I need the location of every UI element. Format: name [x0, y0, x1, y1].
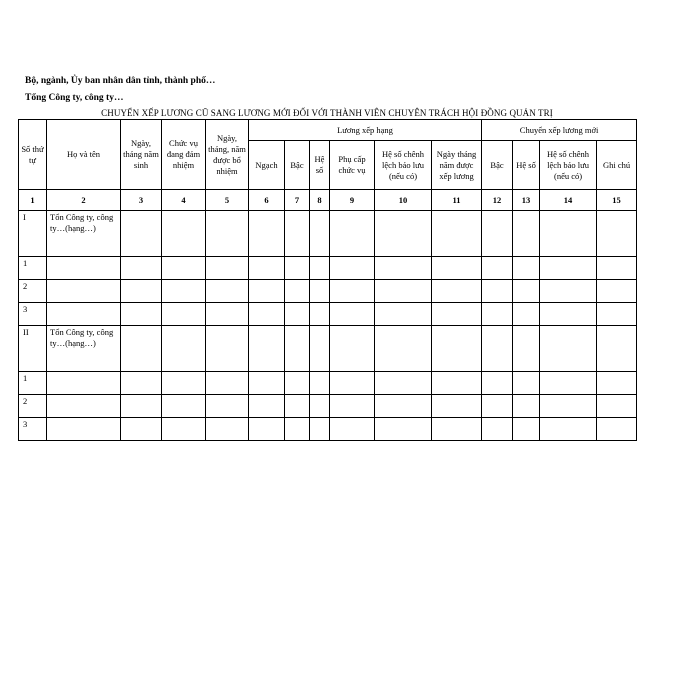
table-cell — [206, 418, 249, 441]
table-cell — [285, 326, 310, 372]
table-cell — [597, 257, 637, 280]
table-cell — [121, 372, 162, 395]
table-cell — [206, 303, 249, 326]
col-number: 5 — [206, 190, 249, 211]
col-number: 15 — [597, 190, 637, 211]
table-cell — [597, 395, 637, 418]
table-cell — [375, 418, 432, 441]
table-cell — [432, 395, 482, 418]
table-cell — [513, 303, 540, 326]
table-cell — [330, 257, 375, 280]
table-cell — [162, 418, 206, 441]
group-company-name: Tổn Công ty, công ty…(hạng…) — [47, 326, 121, 372]
table-cell — [162, 257, 206, 280]
table-cell — [513, 257, 540, 280]
table-cell — [330, 395, 375, 418]
table-cell — [310, 303, 330, 326]
table-cell — [249, 257, 285, 280]
table-cell — [249, 211, 285, 257]
table-cell — [121, 211, 162, 257]
table-cell — [310, 257, 330, 280]
table-cell — [540, 395, 597, 418]
table-cell — [330, 280, 375, 303]
table-cell — [482, 372, 513, 395]
table-row — [19, 395, 637, 418]
row-number: 3 — [19, 418, 47, 441]
row-number: 1 — [19, 372, 47, 395]
col-number: 14 — [540, 190, 597, 211]
table-cell — [513, 211, 540, 257]
table-cell — [482, 303, 513, 326]
document-title: CHUYỂN XẾP LƯƠNG CŨ SANG LƯƠNG MỚI ĐỐI VỚI THÀNH VIÊN CHUYÊN TRÁCH HỘI ĐỒNG QUẢN TRỊ — [101, 108, 553, 118]
table-cell — [310, 326, 330, 372]
table-row — [19, 257, 637, 280]
table-cell — [540, 280, 597, 303]
group-header-current-salary: Lương xếp hạng — [249, 120, 482, 141]
table-cell — [482, 418, 513, 441]
table-cell — [285, 257, 310, 280]
table-row — [19, 280, 637, 303]
table-cell — [285, 395, 310, 418]
table-cell — [432, 257, 482, 280]
row-number: 3 — [19, 303, 47, 326]
table-cell — [432, 326, 482, 372]
table-cell — [540, 257, 597, 280]
col-number: 8 — [310, 190, 330, 211]
table-cell — [285, 280, 310, 303]
table-cell — [482, 211, 513, 257]
table-cell — [513, 395, 540, 418]
table-cell — [121, 418, 162, 441]
table-cell — [249, 303, 285, 326]
table-cell — [482, 280, 513, 303]
table-cell — [249, 326, 285, 372]
group-roman-numeral: I — [19, 211, 47, 257]
col-number: 7 — [285, 190, 310, 211]
table-cell — [513, 418, 540, 441]
table-cell — [310, 211, 330, 257]
group-header-new-salary: Chuyển xếp lương mới — [482, 120, 637, 141]
salary-conversion-table — [18, 119, 637, 441]
table-cell — [375, 395, 432, 418]
table-cell — [310, 372, 330, 395]
table-row — [19, 372, 637, 395]
col-number: 9 — [330, 190, 375, 211]
table-cell — [597, 303, 637, 326]
table-cell — [513, 280, 540, 303]
table-cell — [121, 326, 162, 372]
col-header-name: Họ và tên — [47, 120, 121, 190]
table-cell — [47, 303, 121, 326]
table-cell — [206, 280, 249, 303]
row-number: 2 — [19, 395, 47, 418]
table-cell — [285, 211, 310, 257]
sub-header-new-step: Bậc — [482, 141, 513, 190]
table-cell — [285, 372, 310, 395]
group-row — [19, 326, 637, 372]
sub-header-coefficient: Hệ số — [310, 141, 330, 190]
table-cell — [540, 418, 597, 441]
header-company-line: Tổng Công ty, công ty… — [25, 93, 124, 103]
table-cell — [432, 372, 482, 395]
table-cell — [162, 211, 206, 257]
table-cell — [540, 211, 597, 257]
table-cell — [375, 280, 432, 303]
table-cell — [121, 395, 162, 418]
table-cell — [375, 372, 432, 395]
sub-header-new-reserved-difference: Hệ số chênh lệch bảo lưu (nếu có) — [540, 141, 597, 190]
table-cell — [482, 395, 513, 418]
table-cell — [432, 303, 482, 326]
col-header-appoint-date: Ngày, tháng, năm được bổ nhiệm — [206, 120, 249, 190]
table-cell — [330, 372, 375, 395]
table-cell — [285, 418, 310, 441]
table-cell — [249, 395, 285, 418]
header-row-top — [19, 120, 637, 141]
table-cell — [375, 211, 432, 257]
col-header-stt: Số thứ tự — [19, 120, 47, 190]
table-cell — [206, 372, 249, 395]
table-cell — [47, 280, 121, 303]
table-cell — [375, 303, 432, 326]
group-company-name: Tổn Công ty, công ty…(hạng…) — [47, 211, 121, 257]
table-cell — [121, 280, 162, 303]
group-roman-numeral: II — [19, 326, 47, 372]
table-cell — [162, 303, 206, 326]
table-cell — [47, 395, 121, 418]
col-number: 3 — [121, 190, 162, 211]
table-cell — [206, 395, 249, 418]
table-cell — [597, 211, 637, 257]
table-cell — [249, 418, 285, 441]
table-cell — [597, 326, 637, 372]
sub-header-grade: Ngạch — [249, 141, 285, 190]
table-cell — [310, 280, 330, 303]
table-cell — [121, 303, 162, 326]
row-number: 1 — [19, 257, 47, 280]
col-number: 12 — [482, 190, 513, 211]
table-cell — [597, 280, 637, 303]
table-cell — [285, 303, 310, 326]
table-cell — [249, 372, 285, 395]
table-cell — [540, 326, 597, 372]
table-row — [19, 418, 637, 441]
table-cell — [206, 326, 249, 372]
table-cell — [540, 372, 597, 395]
table-cell — [47, 372, 121, 395]
table-cell — [310, 395, 330, 418]
col-number: 4 — [162, 190, 206, 211]
table-cell — [330, 211, 375, 257]
table-cell — [513, 326, 540, 372]
table-cell — [432, 211, 482, 257]
table-cell — [162, 326, 206, 372]
table-cell — [162, 280, 206, 303]
table-cell — [249, 280, 285, 303]
sub-header-note: Ghi chú — [597, 141, 637, 190]
table-row — [19, 303, 637, 326]
column-number-row — [19, 190, 637, 211]
col-number: 13 — [513, 190, 540, 211]
table-cell — [513, 372, 540, 395]
table-cell — [432, 418, 482, 441]
table-cell — [330, 303, 375, 326]
col-number: 6 — [249, 190, 285, 211]
table-cell — [375, 326, 432, 372]
col-number: 10 — [375, 190, 432, 211]
table-cell — [432, 280, 482, 303]
sub-header-position-allowance: Phụ cấp chức vụ — [330, 141, 375, 190]
col-number: 1 — [19, 190, 47, 211]
group-row — [19, 211, 637, 257]
col-number: 2 — [47, 190, 121, 211]
header-ministry-line: Bộ, ngành, Ủy ban nhân dân tỉnh, thành phố… — [25, 76, 216, 86]
table-cell — [597, 372, 637, 395]
table-cell — [540, 303, 597, 326]
table-cell — [206, 211, 249, 257]
sub-header-step: Bậc — [285, 141, 310, 190]
sub-header-reserved-difference: Hệ số chênh lệch bảo lưu (nếu có) — [375, 141, 432, 190]
sub-header-salary-date: Ngày tháng năm được xếp lương — [432, 141, 482, 190]
table-cell — [206, 257, 249, 280]
table-cell — [121, 257, 162, 280]
col-header-position: Chức vụ đang đảm nhiệm — [162, 120, 206, 190]
table-cell — [47, 257, 121, 280]
table-cell — [330, 326, 375, 372]
table-cell — [482, 257, 513, 280]
col-header-dob: Ngày, tháng năm sinh — [121, 120, 162, 190]
table-cell — [597, 418, 637, 441]
table-cell — [375, 257, 432, 280]
col-number: 11 — [432, 190, 482, 211]
row-number: 2 — [19, 280, 47, 303]
table-cell — [47, 418, 121, 441]
sub-header-new-coefficient: Hệ số — [513, 141, 540, 190]
table-cell — [482, 326, 513, 372]
table-cell — [162, 372, 206, 395]
table-cell — [330, 418, 375, 441]
table-cell — [162, 395, 206, 418]
table-cell — [310, 418, 330, 441]
